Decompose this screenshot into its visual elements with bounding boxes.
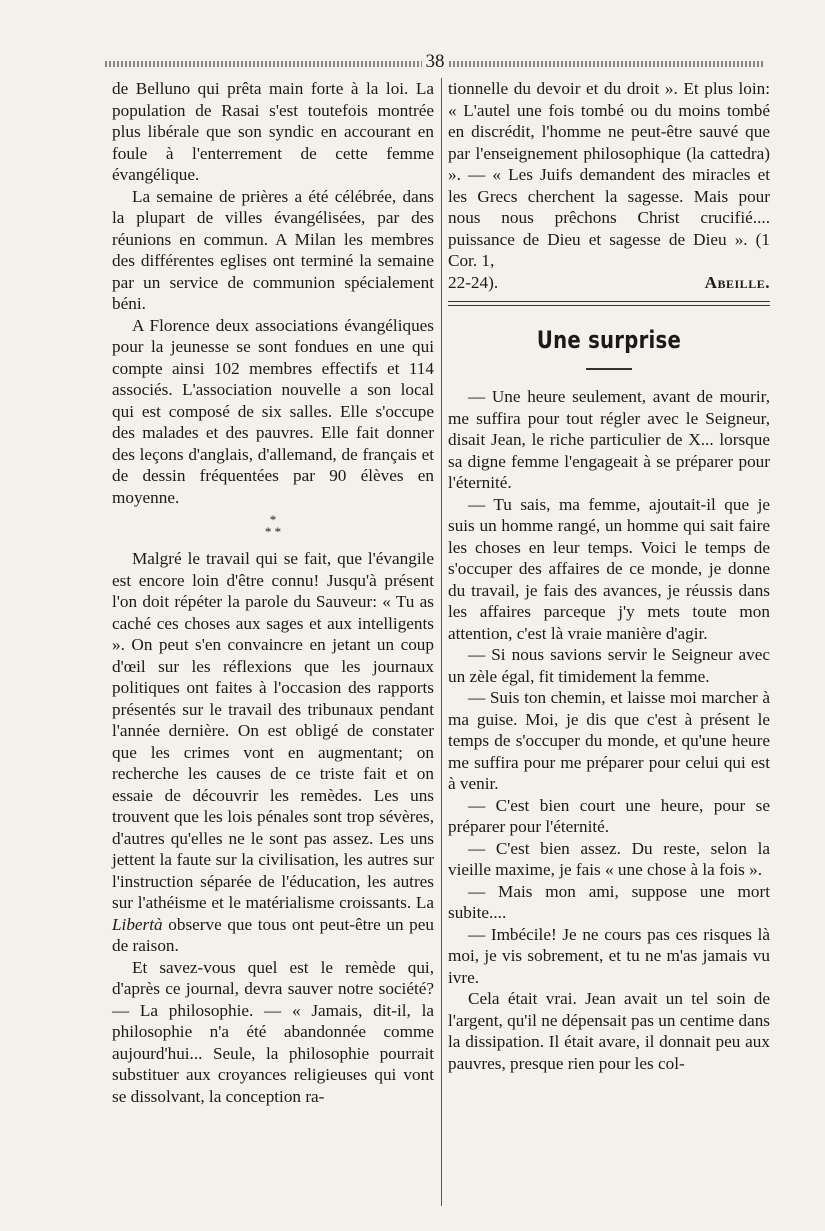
header-rule-left	[105, 61, 422, 67]
paragraph: La semaine de prières a été célébrée, dans la plupart de villes évangélisées, par des réunions en commun. A Milan les membres des différentes eglises ont terminé la semaine par un service de communion spécialement béni.	[112, 186, 434, 313]
citation-ref: 22-24).	[448, 272, 499, 292]
article-paragraph: — Tu sais, ma femme, ajoutait-il que je suis un homme rangé, un homme qui sait faire les choses en leur temps. Voici le temps de s'occuper des affaires de ce monde, je donne du travail, je fais des avances, je réussis dans les affaires parceque j'y mets toute mon attention, c'est là vraie manière d'agir.	[448, 494, 770, 643]
article-body	[448, 386, 770, 1074]
article-paragraph: — Suis ton chemin, et laisse moi marcher à ma guise. Moi, je dis que c'est à présent le temps de s'occuper du monde, et qu'une heure me suffira pour me préparer pour celui qui est à venir.	[448, 688, 770, 793]
paragraph: tionnelle du devoir et du droit ». Et plus loin: « L'autel une fois tombé ou du moins tombé en discrédit, l'homme ne peut-être sauvé que par l'enseignement philosophique (la cattedra) ». — « Les Juifs demandent des miracles et les Grecs cherchent la sagesse. Mais pour nous nous prêchons Christ crucifié.... puissance de Dieu et sagesse de Dieu ». (1 Cor. 1,	[448, 79, 770, 270]
article-title: Une surprise	[536, 326, 682, 354]
paragraph-text: observe que tous ont peut-être un peu de raison.	[112, 914, 434, 955]
left-column	[112, 78, 434, 1107]
paragraph: de Belluno qui prêta main forte à la loi. La population de Rasai s'est toutefois montrée plus libérale que son syndic en accourant en foule à l'enterrement de cette femme évangélique.	[112, 79, 434, 184]
paragraph	[112, 548, 434, 957]
asterism-bottom: * *	[264, 524, 282, 539]
newspaper-name: Libertà	[112, 914, 163, 934]
paragraph: Et savez-vous quel est le remède qui, d'après ce journal, devra sauver notre société? — La philosophie. — « Jamais, dit-il, la philosophie n'a été abandonnée comme aujourd'hui... Seule, la philosophie pourrait substituer aux croyances religieuses qui vont se dissolvant, la conception ra-	[112, 957, 434, 1106]
article-paragraph: — Une heure seulement, avant de mourir, me suffira pour tout régler avec le Seigneur, disait Jean, le riche particulier de X... lorsque sa digne femme l'engageait à se préparer pour l'éternité.	[448, 387, 770, 492]
article-paragraph: — C'est bien court une heure, pour se préparer pour l'éternité.	[448, 795, 770, 836]
section-separator	[448, 301, 770, 306]
page-header	[105, 52, 765, 72]
article-paragraph: — Si nous savions servir le Seigneur avec un zèle égal, fit timidement la femme.	[448, 645, 770, 686]
asterism-top: *	[269, 512, 277, 527]
title-rule	[586, 368, 632, 370]
article-paragraph: — Imbécile! Je ne cours pas ces risques là moi, je vis sobrement, et tu ne m'as jamais vu ivre.	[448, 924, 770, 987]
article-paragraph: — Mais mon ami, suppose une mort subite....	[448, 881, 770, 922]
author-signature: Abeille.	[704, 272, 770, 292]
header-rule-right	[449, 61, 766, 67]
article-paragraph: — C'est bien assez. Du reste, selon la vieille maxime, je fais « une chose à la fois ».	[448, 838, 770, 879]
column-divider	[441, 78, 442, 1206]
article-paragraph: Cela était vrai. Jean avait un tel soin de l'argent, qu'il ne dépensait pas un centime dans la dissipation. Il était avare, il donnait peu aux pauvres, presque rien pour les col-	[448, 989, 770, 1073]
paragraph: A Florence deux associations évangéliques pour la jeunesse se sont fondues en une qui compte ainsi 102 membres effectifs et 114 associés. L'association nouvelle a son local qui est composé de six salles. Elle s'occupe des malades et des pauvres. Elle fait donner des leçons d'anglais, d'allemand, de français et de dessin fréquentées par 90 élèves en moyenne.	[112, 315, 434, 507]
right-column	[448, 78, 770, 1074]
asterism	[112, 514, 434, 538]
signature-line	[448, 272, 770, 294]
page-number: 38	[425, 51, 445, 72]
paragraph-text: Malgré le travail qui se fait, que l'évangile est encore loin d'être connu! Jusqu'à présent l'on doit répéter la parole du Sauveur: « Tu as caché ces choses aux sages et aux intelligents ». On peut s'en convaincre en jetant un coup d'œil sur les réflexions que les journaux politiques ont faites à l'occasion des rapports présentés sur le travail des tribunaux pendant l'année dernière. On est obligé de constater que les crimes vont en augmentant; on recherche les causes de ce triste fait et on essaie de découvrir les remèdes. Les uns trouvent que les lois pénales sont trop sévères, d'autres qu'elles ne le sont pas assez. Les uns jettent la faute sur la civilisation, les autres sur l'instruction séparée de l'éducation, les autres sur l'athéisme et le matérialisme croissants. La	[112, 549, 434, 912]
